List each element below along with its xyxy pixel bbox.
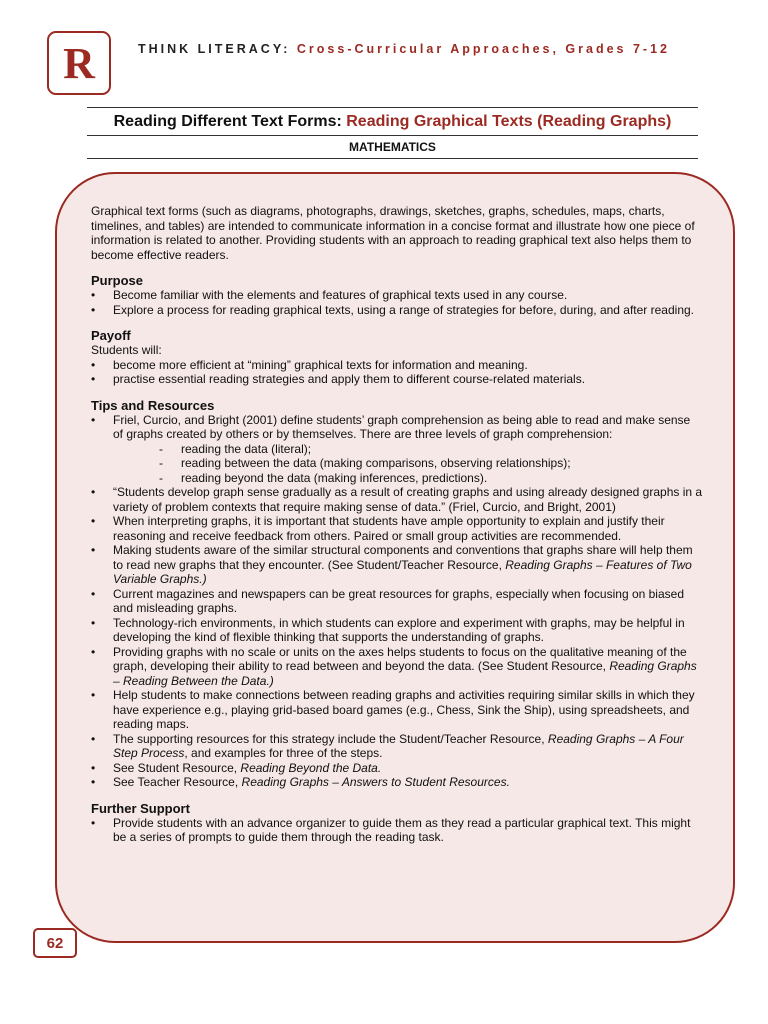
title-rule-bottom [87,158,698,159]
series-prefix: THINK LITERACY: [138,42,291,56]
purpose-section [91,273,703,317]
tips-item [91,775,703,790]
tips-item: • Current magazines and newspapers can be great resources for graphs, especially when focusing on biased and misleading graphs. [91,587,703,616]
tips-item-text: Making students aware of the similar structural components and conventions that graphs share will help them to read new graphs that they encounter. (See Student/Teacher Resource, [113,543,693,572]
title-highlight: Reading Graphical Texts (Reading Graphs) [346,113,672,130]
comprehension-level: - reading between the data (making comparisons, observing relationships); [113,456,703,471]
payoff-lead: Students will: [91,343,162,357]
series-title [138,42,670,56]
payoff-item: • practise essential reading strategies and apply them to different course-related materials. [91,372,703,387]
title-prefix: Reading Different Text Forms: [113,113,342,130]
tips-item-text: The supporting resources for this strategy include the Student/Teacher Resource, [113,731,548,746]
payoff-item: • become more efficient at “mining” graphical texts for information and meaning. [91,358,703,373]
further-support-section [91,801,703,845]
resource-reference: Reading Graphs – Answers to Student Resources. [241,775,510,789]
tips-section [91,398,703,790]
subject-heading: MATHEMATICS [349,140,436,154]
page-title [87,113,698,131]
payoff-heading: Payoff [91,328,131,343]
tips-item: • “Students develop graph sense gradually as a result of creating graphs and using already designed graphs in a variety of problem contexts that require making sense of data.” (Friel, Curcio, and Bright, 2001) [91,485,703,514]
tips-item-text: , and examples for three of the steps. [184,746,383,760]
tips-item-text: Providing graphs with no scale or units on the axes helps students to focus on the qualitative meaning of the graph, developing their ability to read between and beyond the data. (See Student Resource, [113,644,687,673]
payoff-section [91,328,703,387]
purpose-heading: Purpose [91,273,144,288]
page-number: 62 [33,928,77,958]
resource-reference: Reading Graphs – Features of Two Variable Graphs.) [113,557,692,586]
tips-item: • Help students to make connections between reading graphs and activities requiring similar skills in which they have experience e.g., playing grid-based board games (e.g., Chess, Sink the Ship), using spreadsheets, and reading maps. [91,688,703,732]
tips-heading: Tips and Resources [91,397,215,413]
section-badge: R [47,31,111,95]
tips-item: • Technology-rich environments, in which students can explore and experiment with graphs, may be helpful in developing the kind of flexible thinking that supports the understanding of graphs. [91,616,703,645]
intro-paragraph: Graphical text forms (such as diagrams, photographs, drawings, sketches, graphs, schedules, maps, charts, timelines, and tables) are intended to communicate information in a concise format and illustrate how one piece of information is related to another. Providing students with an approach to reading graphical text also helps them to become effective readers. [91,204,695,262]
tips-item-text: See Teacher Resource, [113,775,242,789]
title-rule-top [87,107,698,108]
comprehension-level: - reading the data (literal); [113,442,703,457]
tips-item [91,413,703,486]
resource-reference: Reading Graphs – A Four Step Process [113,731,684,760]
tips-item [91,732,703,761]
purpose-item: • Become familiar with the elements and features of graphical texts used in any course. [91,288,703,303]
tips-item-text: Friel, Curcio, and Bright (2001) define students’ graph comprehension as being able to read and make sense of graphs created by others or by themselves. There are three levels of graph comprehension: [113,412,691,441]
purpose-item: • Explore a process for reading graphical texts, using a range of strategies for before, during, and after reading. [91,303,703,318]
tips-item: • When interpreting graphs, it is important that students have ample opportunity to explain and justify their reasoning and receive feedback from others. Paired or small group activities are recommended. [91,514,703,543]
further-support-item: • Provide students with an advance organizer to guide them as they read a particular graphical text. This might be a series of prompts to guide them through the reading task. [91,816,703,845]
tips-item-text: See Student Resource, [113,760,241,775]
series-subtitle: Cross-Curricular Approaches, Grades 7-12 [296,42,670,56]
resource-reference: Reading Graphs – Reading Between the Data.) [113,659,697,688]
tips-item [91,761,703,776]
tips-item [91,543,703,587]
further-support-heading: Further Support [91,800,190,816]
title-rule-middle [87,135,698,136]
content-body [91,204,703,845]
tips-item [91,645,703,689]
resource-reference: Reading Beyond the Data. [240,760,382,775]
comprehension-level: - reading beyond the data (making inferences, predictions). [113,471,703,486]
